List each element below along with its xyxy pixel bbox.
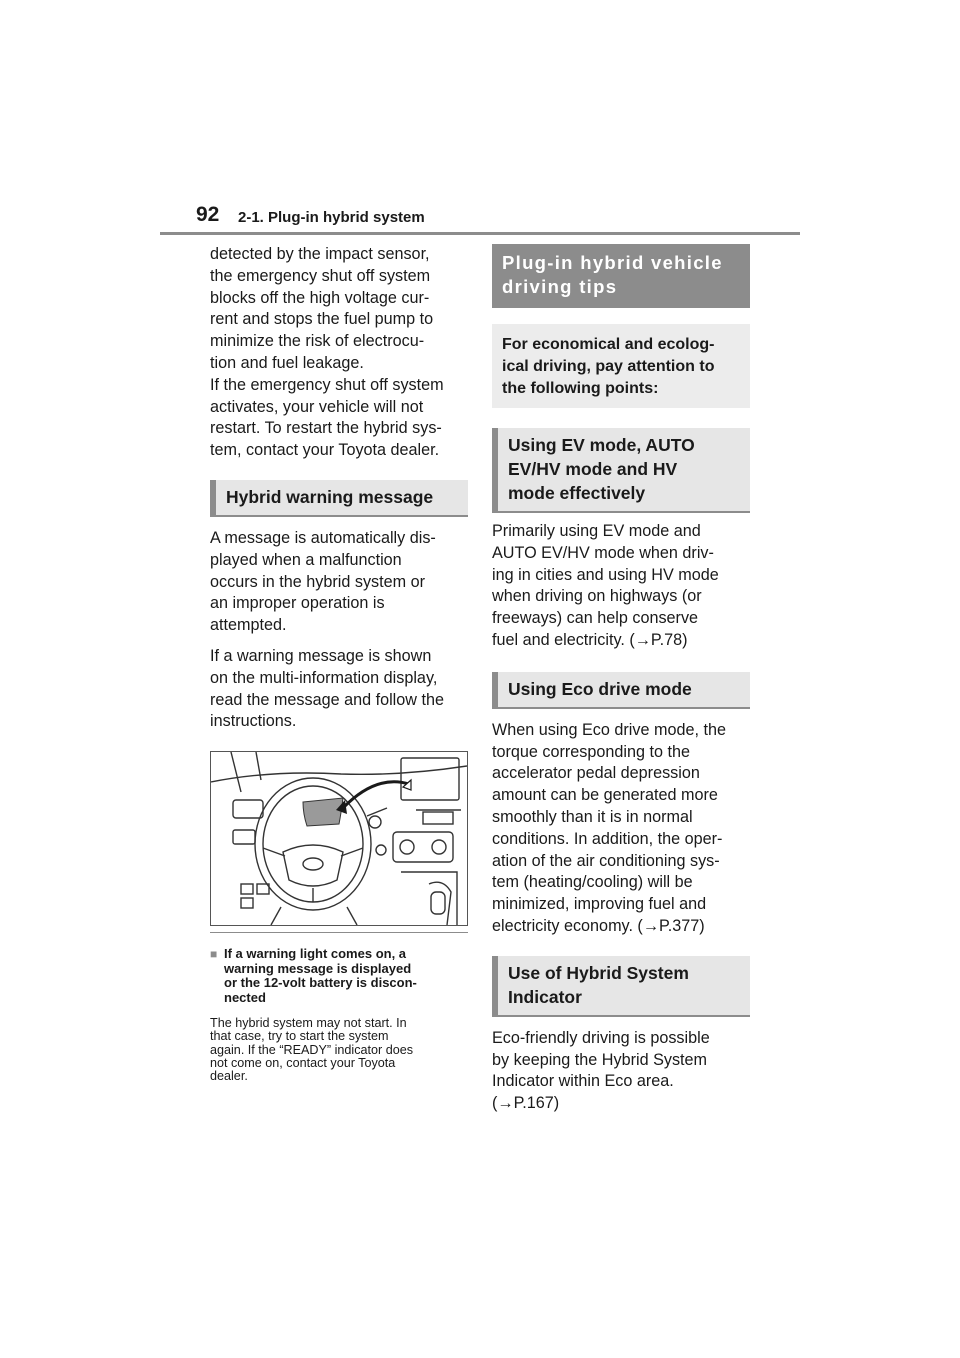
hybrid-warning-paragraph-2: If a warning message is shown on the multi-information display, read the message and follow the instructions. — [210, 646, 444, 731]
driving-tips-intro: For economical and ecolog- ical driving, pay attention to the following points: — [492, 324, 750, 408]
left-column — [210, 244, 468, 1083]
intro-paragraph: detected by the impact sensor, the emergency shut off system blocks off the high voltage cur- rent and stops the fuel pump to minimize the risk of electrocu- tion and fuel leakage. If the emergency shut off system activates, your vehicle will not restart. To restart the hybrid sys- tem, contact your Toyota dealer. — [210, 245, 444, 460]
header-rule — [160, 232, 800, 235]
note-bullet-icon: ■ — [210, 947, 218, 962]
right-column — [492, 244, 750, 1115]
ev-mode-text: Primarily using EV mode and AUTO EV/HV mode when driv- ing in cities and using HV mode when driving on highways (or freeways) can help conserve fuel and electricity. (→P.78) — [492, 522, 719, 649]
driving-tips-heading: Plug-in hybrid vehicle driving tips — [492, 244, 750, 308]
dashboard-icon — [211, 752, 467, 925]
steering-wheel-dashboard-illustration — [210, 751, 468, 926]
section-title: 2-1. Plug-in hybrid system — [238, 209, 425, 226]
note-text: The hybrid system may not start. In that case, try to start the system again. If the “READY” indicator does not come on, contact your Toyota dealer. — [210, 1016, 414, 1083]
eco-mode-heading: Using Eco drive mode — [492, 672, 750, 709]
page-number: 92 — [196, 203, 220, 226]
hybrid-warning-heading: Hybrid warning message — [210, 480, 468, 517]
hybrid-indicator-heading: Use of Hybrid System Indicator — [492, 956, 750, 1017]
hybrid-warning-paragraph-1: A message is automatically dis- played when a malfunction occurs in the hybrid system or an improper operation is attempted. — [210, 528, 436, 635]
ev-mode-heading: Using EV mode, AUTO EV/HV mode and HV mode effectively — [492, 428, 750, 513]
note-heading: ■ If a warning light comes on, a warning message is displayed or the 12-volt battery is discon- nected — [210, 946, 417, 1005]
hybrid-indicator-text: Eco-friendly driving is possible by keeping the Hybrid System Indicator within Eco area. (→P.167) — [492, 1028, 710, 1113]
figure-divider — [210, 932, 468, 933]
eco-mode-text: When using Eco drive mode, the torque corresponding to the accelerator pedal depression amount can be generated more smoothly than it is in normal conditions. In addition, the oper- ation of the air conditioning sys- tem (heating/cooling) will be minimized, improving fuel and electricity economy. (→P.377) — [492, 720, 726, 935]
